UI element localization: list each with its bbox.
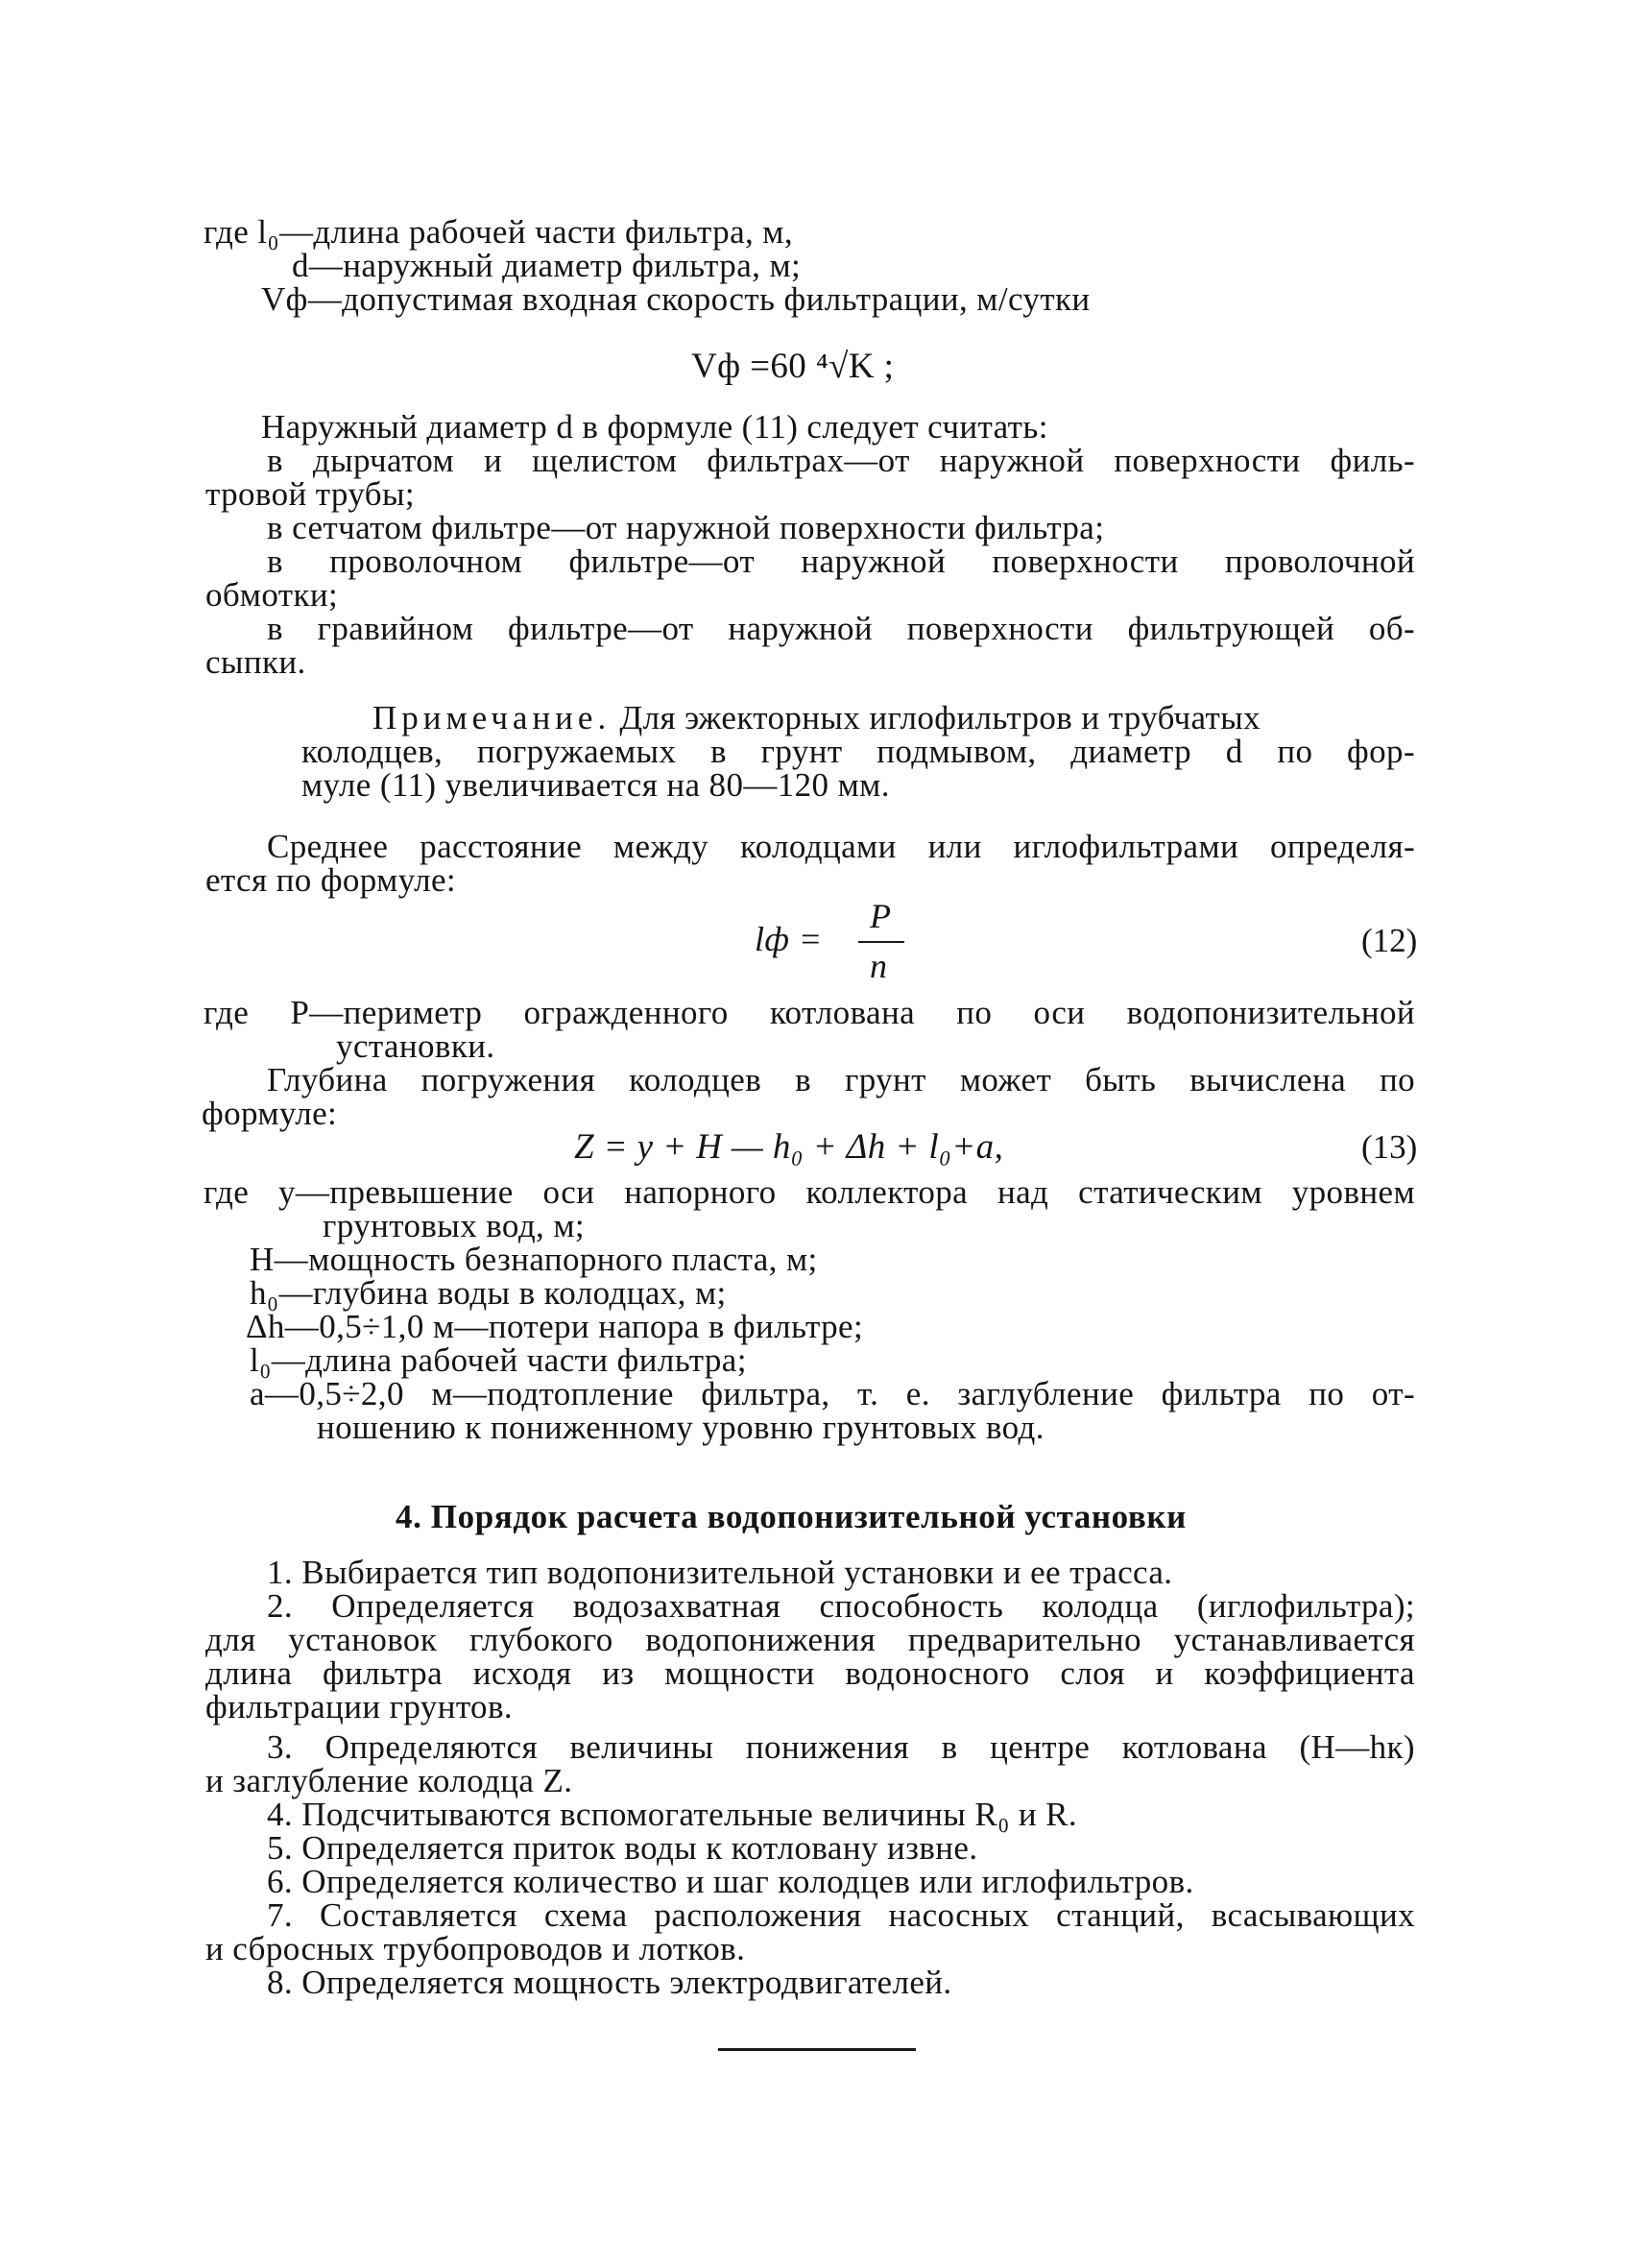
def-line-y: где y—превышение оси напорного коллектора над статическим уровнем (204, 1173, 1415, 1211)
def-line-y-cont: грунтовых вод, м; (323, 1207, 586, 1244)
list-item: 4. Подсчитываются вспомогательные величины R₀ и R. (267, 1796, 1078, 1833)
formula-12-numerator: P (870, 897, 892, 935)
note-line (372, 699, 1261, 737)
list-item: 2. Определяется водозахватная способность колодца (иглофильтра); (267, 1587, 1415, 1625)
list-item-cont: для установок глубокого водопонижения предварительно устанавливается (205, 1621, 1415, 1658)
def-line-d: d—наружный диаметр фильтра, м; (292, 247, 802, 284)
paragraph-line: формуле: (202, 1095, 338, 1132)
paragraph-line: Среднее расстояние между колодцами или иглофильтрами определя- (267, 828, 1415, 865)
list-item: 7. Составляется схема расположения насосных станций, всасывающих (267, 1896, 1415, 1934)
paragraph-line: в гравийном фильтре—от наружной поверхности фильтрующей об- (267, 610, 1415, 647)
paragraph-line: обмотки; (205, 576, 339, 614)
paragraph-line: Наружный диаметр d в формуле (11) следует считать: (261, 408, 1048, 446)
formula-12-fraction-bar (858, 941, 904, 943)
note-label: Примечание. (372, 699, 612, 736)
note-line: муле (11) увеличивается на 80—120 мм. (301, 766, 890, 804)
section-heading: 4. Порядок расчета водопонизительной установки (396, 1498, 1187, 1535)
def-line-h0: h₀—глубина воды в колодцах, м; (250, 1274, 727, 1312)
paragraph-line: в проволочном фильтре—от наружной поверхности проволочной (267, 543, 1415, 580)
def-line-l0: l₀—длина рабочей части фильтра; (250, 1341, 747, 1379)
def-line-vf: Vф—допустимая входная скорость фильтрации, м/сутки (261, 280, 1091, 318)
formula-12-lhs: lф = (755, 920, 823, 958)
def-line-dh: Δh—0,5÷1,0 м—потери напора в фильтре; (246, 1308, 864, 1345)
paragraph-line: в сетчатом фильтре—от наружной поверхности фильтра; (267, 509, 1105, 546)
list-item-cont: длина фильтра исходя из мощности водоносного слоя и коэффициента (205, 1654, 1415, 1692)
formula-13: Z = y + H — h₀ + Δh + l₀+a, (574, 1127, 1004, 1167)
paragraph-line: сыпки. (205, 643, 306, 681)
list-item: 5. Определяется приток воды к котловану извне. (267, 1829, 978, 1867)
paragraph-line: тровой трубы; (205, 475, 416, 513)
def-line-a: a—0,5÷2,0 м—подтопление фильтра, т. е. заглубление фильтра по от- (250, 1375, 1415, 1412)
list-item-cont: и сбросных трубопроводов и лотков. (205, 1930, 746, 1967)
def-line-l0: где l₀—длина рабочей части фильтра, м, (204, 213, 794, 251)
list-item: 1. Выбирается тип водопонизительной установки и ее трасса. (267, 1554, 1173, 1591)
note-text: Для эжекторных иглофильтров и трубчатых (619, 699, 1261, 736)
end-of-section-rule (718, 2048, 916, 2051)
formula-13-tag: (13) (1361, 1128, 1418, 1166)
paragraph-line: ется по формуле: (205, 861, 457, 899)
note-line: колодцев, погружаемых в грунт подмывом, диаметр d по фор- (301, 733, 1415, 770)
def-line-a-cont: ношению к пониженному уровню грунтовых вод. (317, 1409, 1045, 1446)
def-line-p: где P—периметр огражденного котлована по оси водопонизительной (204, 994, 1415, 1031)
formula-vf: Vф =60 ⁴√K ; (691, 347, 895, 386)
def-line-p-cont: установки. (336, 1027, 495, 1065)
list-item: 6. Определяется количество и шаг колодцев или иглофильтров. (267, 1863, 1194, 1900)
paragraph-line: Глубина погружения колодцев в грунт может быть вычислена по (267, 1061, 1415, 1098)
list-item-cont: фильтрации грунтов. (205, 1688, 514, 1725)
paragraph-line: в дырчатом и щелистом фильтрах—от наружной поверхности филь- (267, 442, 1415, 479)
list-item-cont: и заглубление колодца Z. (205, 1762, 573, 1799)
formula-12-tag: (12) (1361, 922, 1418, 959)
list-item: 3. Определяются величины понижения в центре котлована (H—hк) (267, 1728, 1415, 1766)
formula-12-denominator: n (870, 947, 888, 985)
def-line-h: H—мощность безнапорного пласта, м; (250, 1241, 818, 1278)
list-item: 8. Определяется мощность электродвигателей. (267, 1964, 952, 2001)
